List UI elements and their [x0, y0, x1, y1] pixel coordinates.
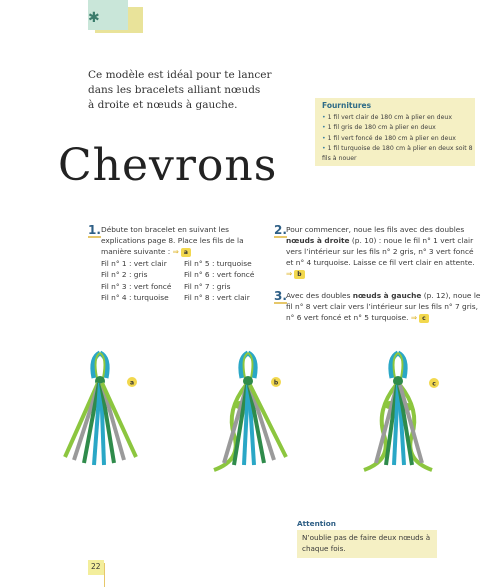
step2-body: Pour commencer, noue les fils avec des doubles	[286, 225, 465, 234]
attention-text: N’oublie pas de faire deux nœuds à chaque fois.	[302, 533, 431, 553]
thread-item: Fil n° 4 : turquoise	[101, 292, 169, 302]
arrow-icon: ⇒	[286, 269, 293, 278]
diagram-label-text: a	[129, 379, 135, 387]
diagram-label-b	[271, 377, 281, 387]
asterisk-icon: ✱	[88, 10, 100, 26]
supplies-title: Fournitures	[322, 101, 372, 110]
step1-text	[101, 224, 251, 257]
diagram-b	[214, 353, 286, 470]
step2-bold: nœuds à droite	[286, 236, 350, 245]
step1-body: Débute ton bracelet en suivant les explications page 8. Place les fils de la manière suivante :	[101, 225, 244, 256]
supplies-item: • 1 fil vert foncé de 180 cm à plier en deux	[322, 134, 477, 144]
thread-item: Fil n° 7 : gris	[184, 281, 231, 291]
diagram-label-c	[429, 378, 439, 388]
intro-line: dans les bracelets alliant nœuds	[88, 84, 261, 96]
step-number: 2.	[274, 223, 287, 237]
arrow-icon: ⇒	[172, 247, 179, 256]
thread-item: Fil n° 5 : turquoise	[184, 259, 252, 268]
diagram-a	[65, 353, 136, 465]
supplies-item: • 1 fil vert clair de 180 cm à plier en deux	[322, 113, 477, 123]
step3-body: Avec des doubles	[286, 291, 353, 300]
page-number: 22	[91, 562, 101, 571]
thread-item: Fil n° 6 : vert foncé	[184, 270, 255, 280]
diagram-label-text: b	[273, 379, 279, 387]
thread-list-right	[184, 258, 254, 303]
thread-list-left	[101, 258, 171, 303]
intro-text	[88, 68, 278, 113]
page-title: Chevrons	[58, 140, 278, 191]
diagram-label-text: c	[432, 380, 436, 388]
thread-item: Fil n° 2 : gris	[101, 270, 148, 280]
figure-tag: b	[294, 270, 304, 279]
supplies-item: • 1 fil turquoise de 180 cm à plier en deux soit 8 fils à nouer	[322, 144, 477, 165]
attention-title: Attention	[297, 519, 336, 528]
intro-line: Ce modèle est idéal pour te lancer	[88, 69, 272, 81]
intro-line: à droite et nœuds à gauche.	[88, 99, 238, 111]
arrow-icon: ⇒	[410, 313, 418, 322]
step-number: 1.	[88, 223, 101, 237]
bracelet-diagrams	[60, 345, 490, 495]
step3-body: (p. 12), noue le fil n° 8 vert clair vers l’intérieur sur les fils n° 7 gris, n° 6 vert foncé et n° 5 turquoise.	[286, 291, 481, 322]
thread-item: Fil n° 3 : vert foncé	[101, 281, 172, 291]
supplies-item: • 1 fil gris de 180 cm à plier en deux	[322, 123, 477, 133]
figure-tag: c	[419, 314, 429, 323]
step2-body: (p. 10) : noue le fil n° 1 vert clair vers l’intérieur sur les fils n° 2 gris, n° 3 vert foncé et n° 4 turquoise. Laisse ce fil vert clair en attente.	[286, 236, 475, 267]
thread-item: Fil n° 1 : vert clair	[101, 259, 167, 268]
diagram-label-a	[127, 377, 137, 387]
step-number: 3.	[274, 289, 287, 303]
step3-bold: nœuds à gauche	[352, 291, 422, 300]
diagram-c	[364, 353, 432, 470]
thread-item: Fil n° 8 : vert clair	[184, 292, 250, 302]
supplies-list	[322, 113, 477, 164]
page-divider	[104, 563, 105, 587]
step3-text	[286, 290, 481, 323]
figure-tag: a	[181, 248, 191, 257]
step2-text	[286, 224, 481, 279]
